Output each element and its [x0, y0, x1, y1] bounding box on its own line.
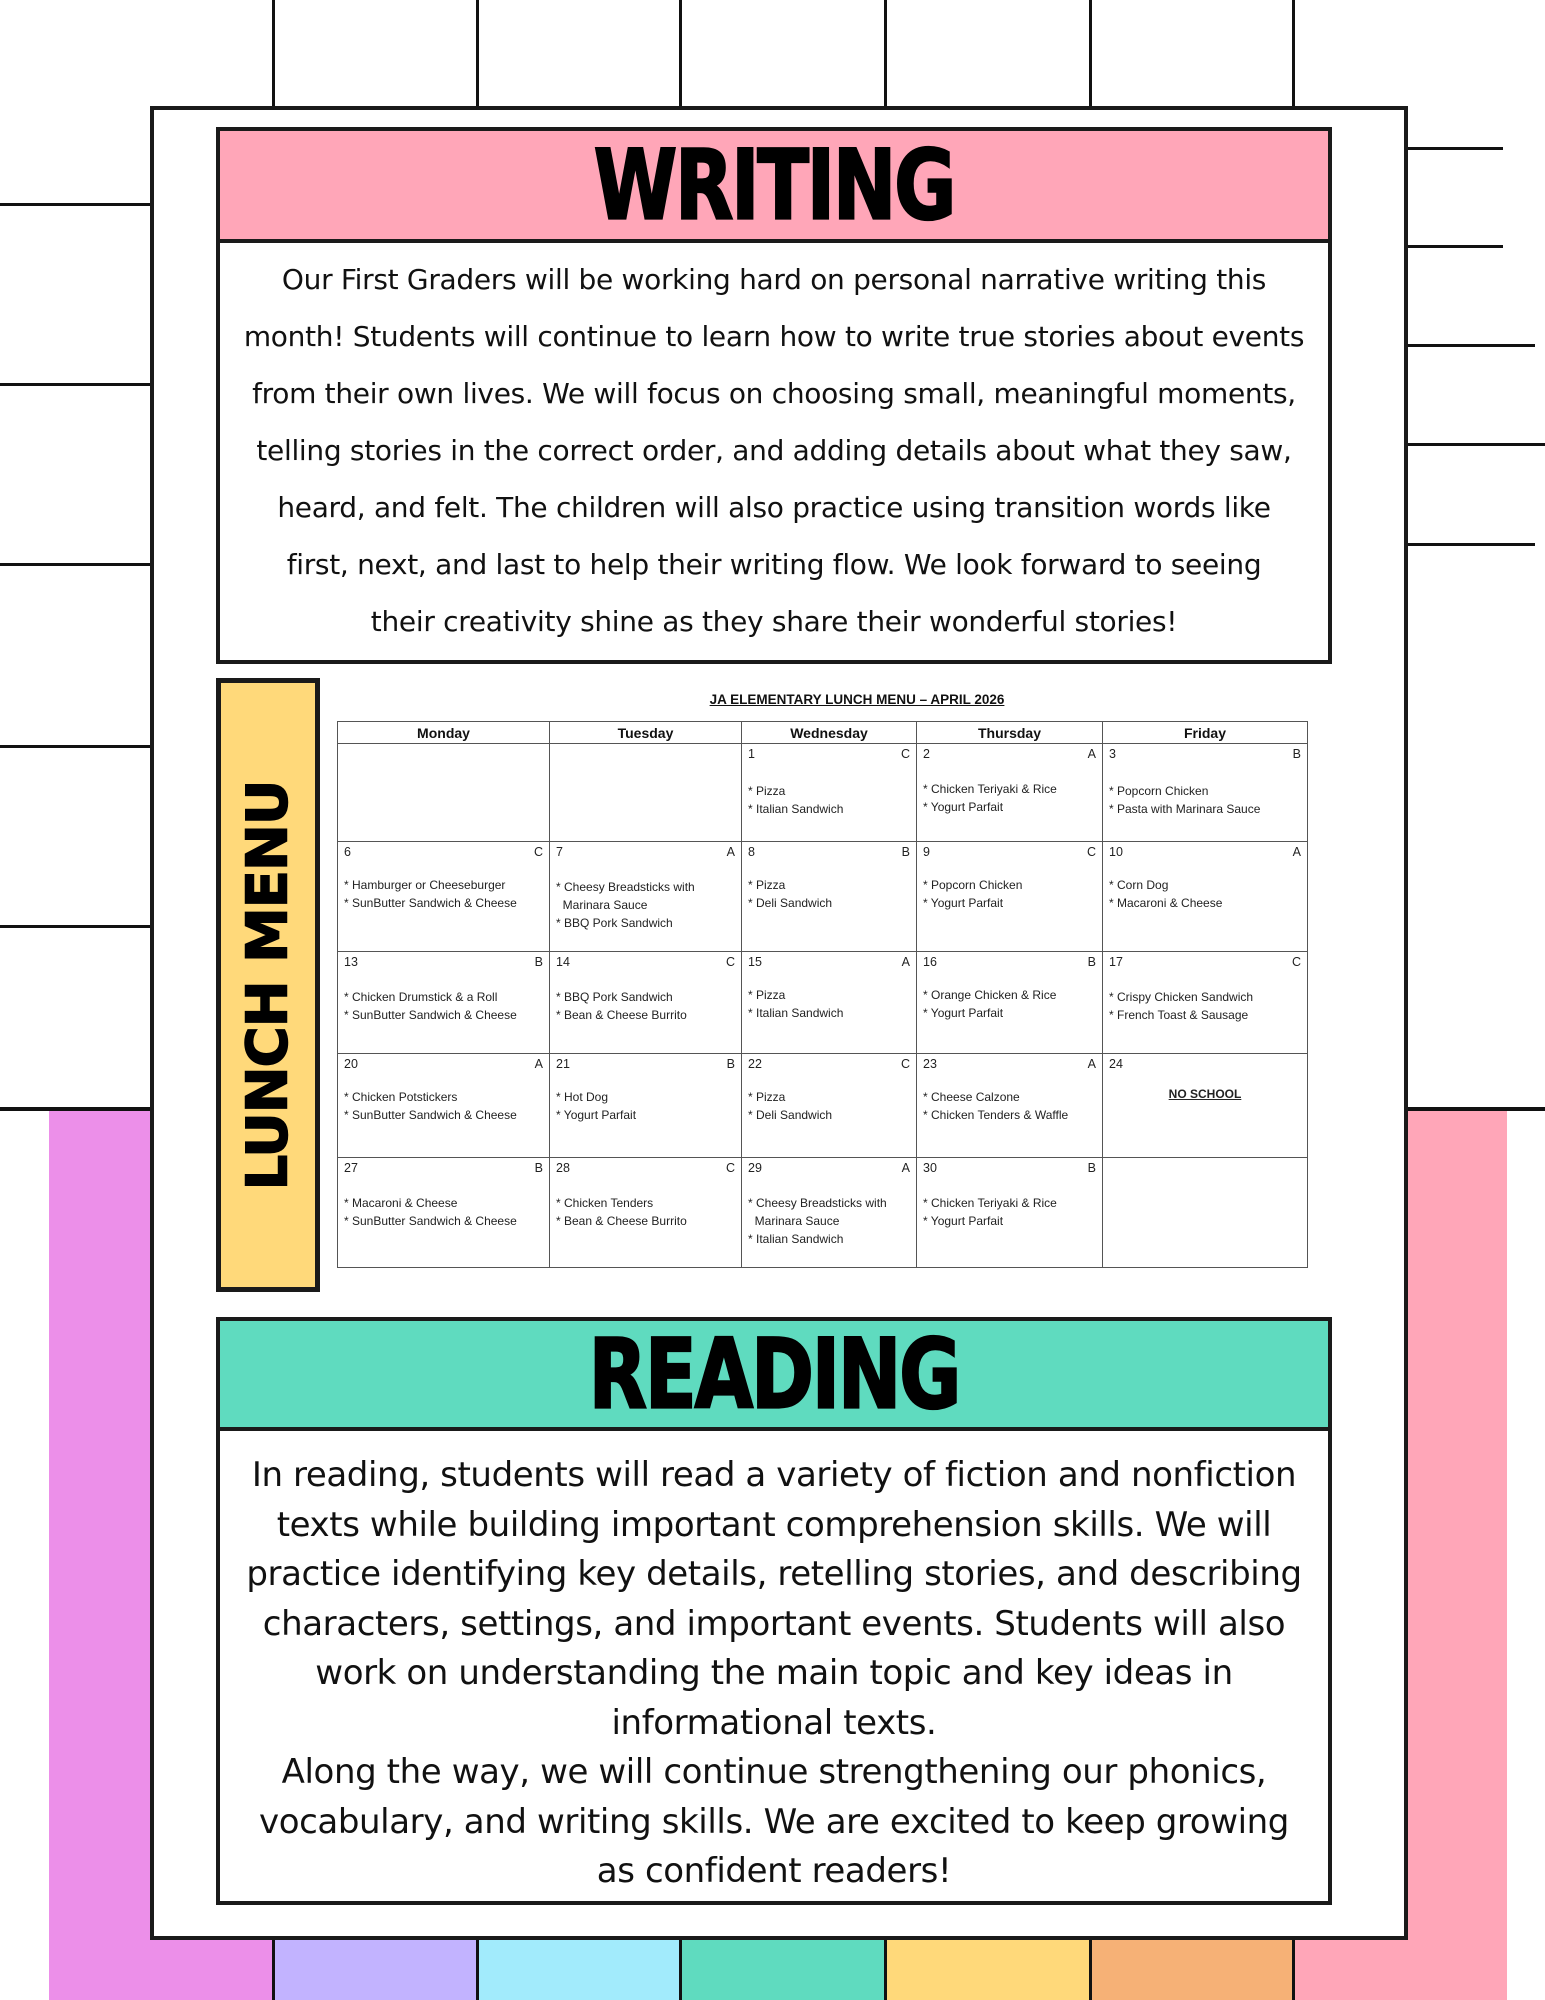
- menu-rotation-code: B: [1087, 955, 1096, 969]
- menu-items: [344, 1088, 543, 1124]
- menu-item: * SunButter Sandwich & Cheese: [344, 1008, 517, 1022]
- menu-item: * Popcorn Chicken: [923, 878, 1023, 892]
- grid-hline: [1408, 344, 1535, 347]
- menu-day-cell: [338, 952, 550, 1054]
- menu-date: 9: [923, 845, 930, 859]
- menu-item: * Bean & Cheese Burrito: [556, 1008, 687, 1022]
- lunch-menu-title: JA ELEMENTARY LUNCH MENU – APRIL 2026: [709, 692, 1005, 707]
- menu-item: * Crispy Chicken Sandwich: [1109, 990, 1254, 1004]
- grid-hline: [0, 563, 150, 566]
- menu-item: * Pizza: [748, 784, 786, 798]
- cell-header: [1109, 1057, 1301, 1072]
- reading-line: vocabulary, and writing skills. We are excited to keep growing: [259, 1801, 1289, 1842]
- menu-day-cell: [742, 1158, 917, 1268]
- cell-header: [344, 1057, 543, 1072]
- menu-date: 17: [1109, 955, 1123, 969]
- menu-date: 7: [556, 845, 563, 859]
- reading-paragraph-2: [232, 1748, 1316, 1897]
- menu-item: * Corn Dog: [1109, 878, 1169, 892]
- menu-item: * Cheesy Breadsticks with: [748, 1196, 887, 1210]
- menu-item: * Italian Sandwich: [748, 802, 844, 816]
- menu-items: [748, 876, 910, 912]
- menu-day-cell: [742, 952, 917, 1054]
- day-header: Monday: [338, 722, 550, 744]
- no-school-note: NO SCHOOL: [1168, 1087, 1242, 1101]
- menu-week-row: [338, 1158, 1308, 1268]
- grid-hline: [0, 383, 150, 386]
- menu-items: [344, 876, 543, 912]
- menu-item: * Pasta with Marinara Sauce: [1109, 802, 1261, 816]
- menu-day-cell: [550, 952, 742, 1054]
- menu-items: [556, 1088, 735, 1124]
- menu-item: * Chicken Tenders & Waffle: [923, 1108, 1069, 1122]
- menu-item: * Pizza: [748, 1090, 786, 1104]
- menu-item: * Deli Sandwich: [748, 1108, 833, 1122]
- cell-header: [344, 845, 543, 860]
- menu-date: 13: [344, 955, 358, 969]
- writing-section: [216, 127, 1332, 664]
- newsletter-page: [150, 106, 1408, 1940]
- grid-hline: [0, 925, 150, 928]
- menu-item: * Italian Sandwich: [748, 1232, 844, 1246]
- menu-date: 2: [923, 747, 930, 761]
- menu-day-cell: [742, 1054, 917, 1158]
- menu-items: [556, 878, 735, 932]
- cell-header: [556, 845, 735, 860]
- menu-item: * Yogurt Parfait: [923, 800, 1004, 814]
- menu-rotation-code: C: [900, 1057, 910, 1071]
- menu-rotation-code: B: [1292, 747, 1301, 761]
- menu-date: 29: [748, 1161, 762, 1175]
- menu-week-row: [338, 744, 1308, 842]
- menu-date: 24: [1109, 1057, 1123, 1071]
- writing-body: [220, 243, 1328, 650]
- menu-date: 30: [923, 1161, 937, 1175]
- menu-items: [344, 988, 543, 1024]
- menu-date: 20: [344, 1057, 358, 1071]
- menu-item: * Macaroni & Cheese: [344, 1196, 458, 1210]
- menu-item: * SunButter Sandwich & Cheese: [344, 1108, 517, 1122]
- menu-items: [923, 780, 1096, 816]
- menu-rotation-code: B: [901, 845, 910, 859]
- cell-header: [556, 1161, 735, 1176]
- menu-item: Marinara Sauce: [748, 1214, 840, 1228]
- reading-line: characters, settings, and important events. Students will also: [262, 1603, 1286, 1644]
- menu-item: * Yogurt Parfait: [923, 1006, 1004, 1020]
- menu-date: 3: [1109, 747, 1116, 761]
- menu-item: * Chicken Teriyaki & Rice: [923, 1196, 1057, 1210]
- grid-hline: [1408, 543, 1535, 546]
- reading-paragraph-1: [232, 1451, 1316, 1748]
- lunch-menu-banner-label: LUNCH MENU: [235, 780, 301, 1190]
- menu-date: 23: [923, 1057, 937, 1071]
- menu-items: [1109, 782, 1301, 818]
- cell-header: [556, 955, 735, 970]
- cell-header: [923, 1057, 1096, 1072]
- menu-date: 27: [344, 1161, 358, 1175]
- menu-day-cell: [917, 1158, 1103, 1268]
- cell-header: [748, 1057, 910, 1072]
- menu-rotation-code: C: [1291, 955, 1301, 969]
- reading-header: [220, 1317, 1328, 1431]
- menu-day-cell: [550, 744, 742, 842]
- menu-items: [344, 1194, 543, 1230]
- menu-rotation-code: A: [726, 845, 735, 859]
- menu-rotation-code: C: [900, 747, 910, 761]
- menu-item: * Chicken Tenders: [556, 1196, 654, 1210]
- menu-rotation-code: A: [1087, 747, 1096, 761]
- reading-title: READING: [588, 1317, 960, 1431]
- writing-title: WRITING: [593, 128, 955, 242]
- menu-items: [556, 1194, 735, 1230]
- menu-item: * Chicken Teriyaki & Rice: [923, 782, 1057, 796]
- writing-line: first, next, and last to help their writing flow. We look forward to seeing: [286, 548, 1262, 581]
- menu-item: * Deli Sandwich: [748, 896, 833, 910]
- cell-header: [748, 845, 910, 860]
- menu-day-cell: [917, 744, 1103, 842]
- menu-day-cell: [1103, 1158, 1308, 1268]
- reading-line: practice identifying key details, retelling stories, and describing: [246, 1554, 1302, 1594]
- cell-header: [748, 955, 910, 970]
- cell-header: [923, 1161, 1096, 1176]
- menu-date: 22: [748, 1057, 762, 1071]
- menu-item: * BBQ Pork Sandwich: [556, 916, 673, 930]
- menu-items: [923, 1194, 1096, 1230]
- menu-date: 16: [923, 955, 937, 969]
- menu-day-cell: [917, 1054, 1103, 1158]
- grid-hline: [0, 745, 150, 748]
- reading-line: In reading, students will read a variety of fiction and nonfiction: [251, 1455, 1297, 1495]
- day-header: Tuesday: [550, 722, 742, 744]
- menu-week-row: [338, 1054, 1308, 1158]
- day-header: Thursday: [917, 722, 1103, 744]
- menu-item: * BBQ Pork Sandwich: [556, 990, 673, 1004]
- cell-header: [344, 955, 543, 970]
- writing-line: telling stories in the correct order, and adding details about what they saw,: [256, 434, 1292, 467]
- cell-header: [1109, 747, 1301, 762]
- grid-hline: [1408, 147, 1503, 150]
- cell-header: [923, 955, 1096, 970]
- menu-date: 1: [748, 747, 755, 761]
- lunch-menu-table: [337, 721, 1308, 1268]
- cell-header: [748, 747, 910, 762]
- grid-hline: [1408, 245, 1503, 248]
- menu-day-cell: [1103, 744, 1308, 842]
- menu-item: * Cheese Calzone: [923, 1090, 1020, 1104]
- menu-item: * Macaroni & Cheese: [1109, 896, 1223, 910]
- menu-item: * Popcorn Chicken: [1109, 784, 1209, 798]
- cell-header: [1109, 845, 1301, 860]
- menu-items: [748, 782, 910, 818]
- menu-day-cell: [917, 952, 1103, 1054]
- menu-item: * Orange Chicken & Rice: [923, 988, 1057, 1002]
- grid-hline: [0, 1107, 150, 1111]
- menu-date: 6: [344, 845, 351, 859]
- reading-body: [220, 1431, 1328, 1897]
- menu-week-row: [338, 842, 1308, 952]
- menu-rotation-code: A: [1292, 845, 1301, 859]
- menu-item: * Italian Sandwich: [748, 1006, 844, 1020]
- menu-item: * Yogurt Parfait: [923, 1214, 1004, 1228]
- menu-day-cell: [550, 1054, 742, 1158]
- menu-rotation-code: A: [1087, 1057, 1096, 1071]
- menu-item: * Pizza: [748, 878, 786, 892]
- menu-items: [748, 986, 910, 1022]
- menu-item: * SunButter Sandwich & Cheese: [344, 896, 517, 910]
- grid-hline: [0, 203, 150, 206]
- cell-header: [748, 1161, 910, 1176]
- menu-items: [1109, 988, 1301, 1024]
- menu-day-cell: [1103, 842, 1308, 952]
- menu-items: [923, 986, 1096, 1022]
- menu-item: * Hot Dog: [556, 1090, 609, 1104]
- menu-day-cell: [550, 842, 742, 952]
- cell-header: [344, 1161, 543, 1176]
- menu-day-cell: [550, 1158, 742, 1268]
- menu-day-cell: [1103, 1054, 1308, 1158]
- menu-item: * Chicken Potstickers: [344, 1090, 458, 1104]
- menu-day-cell: [1103, 952, 1308, 1054]
- menu-items: [748, 1194, 910, 1248]
- lunch-menu: [337, 692, 1307, 1268]
- writing-line: month! Students will continue to learn how to write true stories about events: [243, 320, 1305, 353]
- cell-header: [556, 1057, 735, 1072]
- menu-rotation-code: B: [726, 1057, 735, 1071]
- day-header: Friday: [1103, 722, 1308, 744]
- menu-items: [1109, 876, 1301, 912]
- menu-week-row: [338, 952, 1308, 1054]
- menu-items: [923, 1088, 1096, 1124]
- menu-date: 14: [556, 955, 570, 969]
- menu-rotation-code: B: [1087, 1161, 1096, 1175]
- menu-item: * Chicken Drumstick & a Roll: [344, 990, 498, 1004]
- menu-day-cell: [338, 842, 550, 952]
- menu-day-cell: [338, 1054, 550, 1158]
- writing-line: their creativity shine as they share their wonderful stories!: [370, 605, 1178, 638]
- menu-item: * Yogurt Parfait: [556, 1108, 637, 1122]
- day-header: Wednesday: [742, 722, 917, 744]
- menu-item: Marinara Sauce: [556, 898, 648, 912]
- menu-day-cell: [338, 1158, 550, 1268]
- menu-item: * SunButter Sandwich & Cheese: [344, 1214, 517, 1228]
- writing-line: from their own lives. We will focus on choosing small, meaningful moments,: [252, 377, 1296, 410]
- reading-line: work on understanding the main topic and key ideas in: [315, 1653, 1233, 1693]
- menu-items: [556, 988, 735, 1024]
- menu-item: * Bean & Cheese Burrito: [556, 1214, 687, 1228]
- menu-rotation-code: B: [534, 955, 543, 969]
- writing-header: [220, 128, 1328, 243]
- grid-hline: [1408, 1107, 1545, 1111]
- writing-line: Our First Graders will be working hard on personal narrative writing this: [281, 263, 1267, 296]
- menu-rotation-code: C: [725, 1161, 735, 1175]
- cell-header: [1109, 955, 1301, 970]
- menu-rotation-code: A: [534, 1057, 543, 1071]
- menu-day-cell: [742, 842, 917, 952]
- menu-date: 15: [748, 955, 762, 969]
- menu-rotation-code: B: [534, 1161, 543, 1175]
- menu-day-cell: [742, 744, 917, 842]
- menu-rotation-code: A: [901, 1161, 910, 1175]
- lunch-menu-banner: [216, 678, 320, 1292]
- reading-line: texts while building important comprehension skills. We will: [276, 1504, 1272, 1545]
- menu-day-cell: [338, 744, 550, 842]
- menu-rotation-code: C: [725, 955, 735, 969]
- menu-items: [748, 1088, 910, 1124]
- menu-items: [923, 876, 1096, 912]
- grid-hline: [1408, 443, 1545, 446]
- menu-rotation-code: A: [901, 955, 910, 969]
- menu-item: * Cheesy Breadsticks with: [556, 880, 695, 894]
- menu-date: 8: [748, 845, 755, 859]
- reading-line: as confident readers!: [596, 1851, 952, 1891]
- menu-item: * Yogurt Parfait: [923, 896, 1004, 910]
- menu-rotation-code: C: [1086, 845, 1096, 859]
- menu-header-row: [338, 722, 1308, 744]
- menu-date: 28: [556, 1161, 570, 1175]
- menu-item: * French Toast & Sausage: [1109, 1008, 1249, 1022]
- menu-item: * Pizza: [748, 988, 786, 1002]
- menu-date: 10: [1109, 845, 1123, 859]
- reading-line: Along the way, we will continue strengthening our phonics,: [281, 1752, 1267, 1792]
- menu-item: * Hamburger or Cheeseburger: [344, 878, 506, 892]
- reading-section: [216, 1317, 1332, 1905]
- cell-header: [923, 747, 1096, 762]
- menu-date: 21: [556, 1057, 570, 1071]
- reading-line: informational texts.: [611, 1702, 937, 1743]
- cell-header: [923, 845, 1096, 860]
- menu-rotation-code: C: [533, 845, 543, 859]
- writing-line: heard, and felt. The children will also practice using transition words like: [277, 491, 1271, 524]
- menu-day-cell: [917, 842, 1103, 952]
